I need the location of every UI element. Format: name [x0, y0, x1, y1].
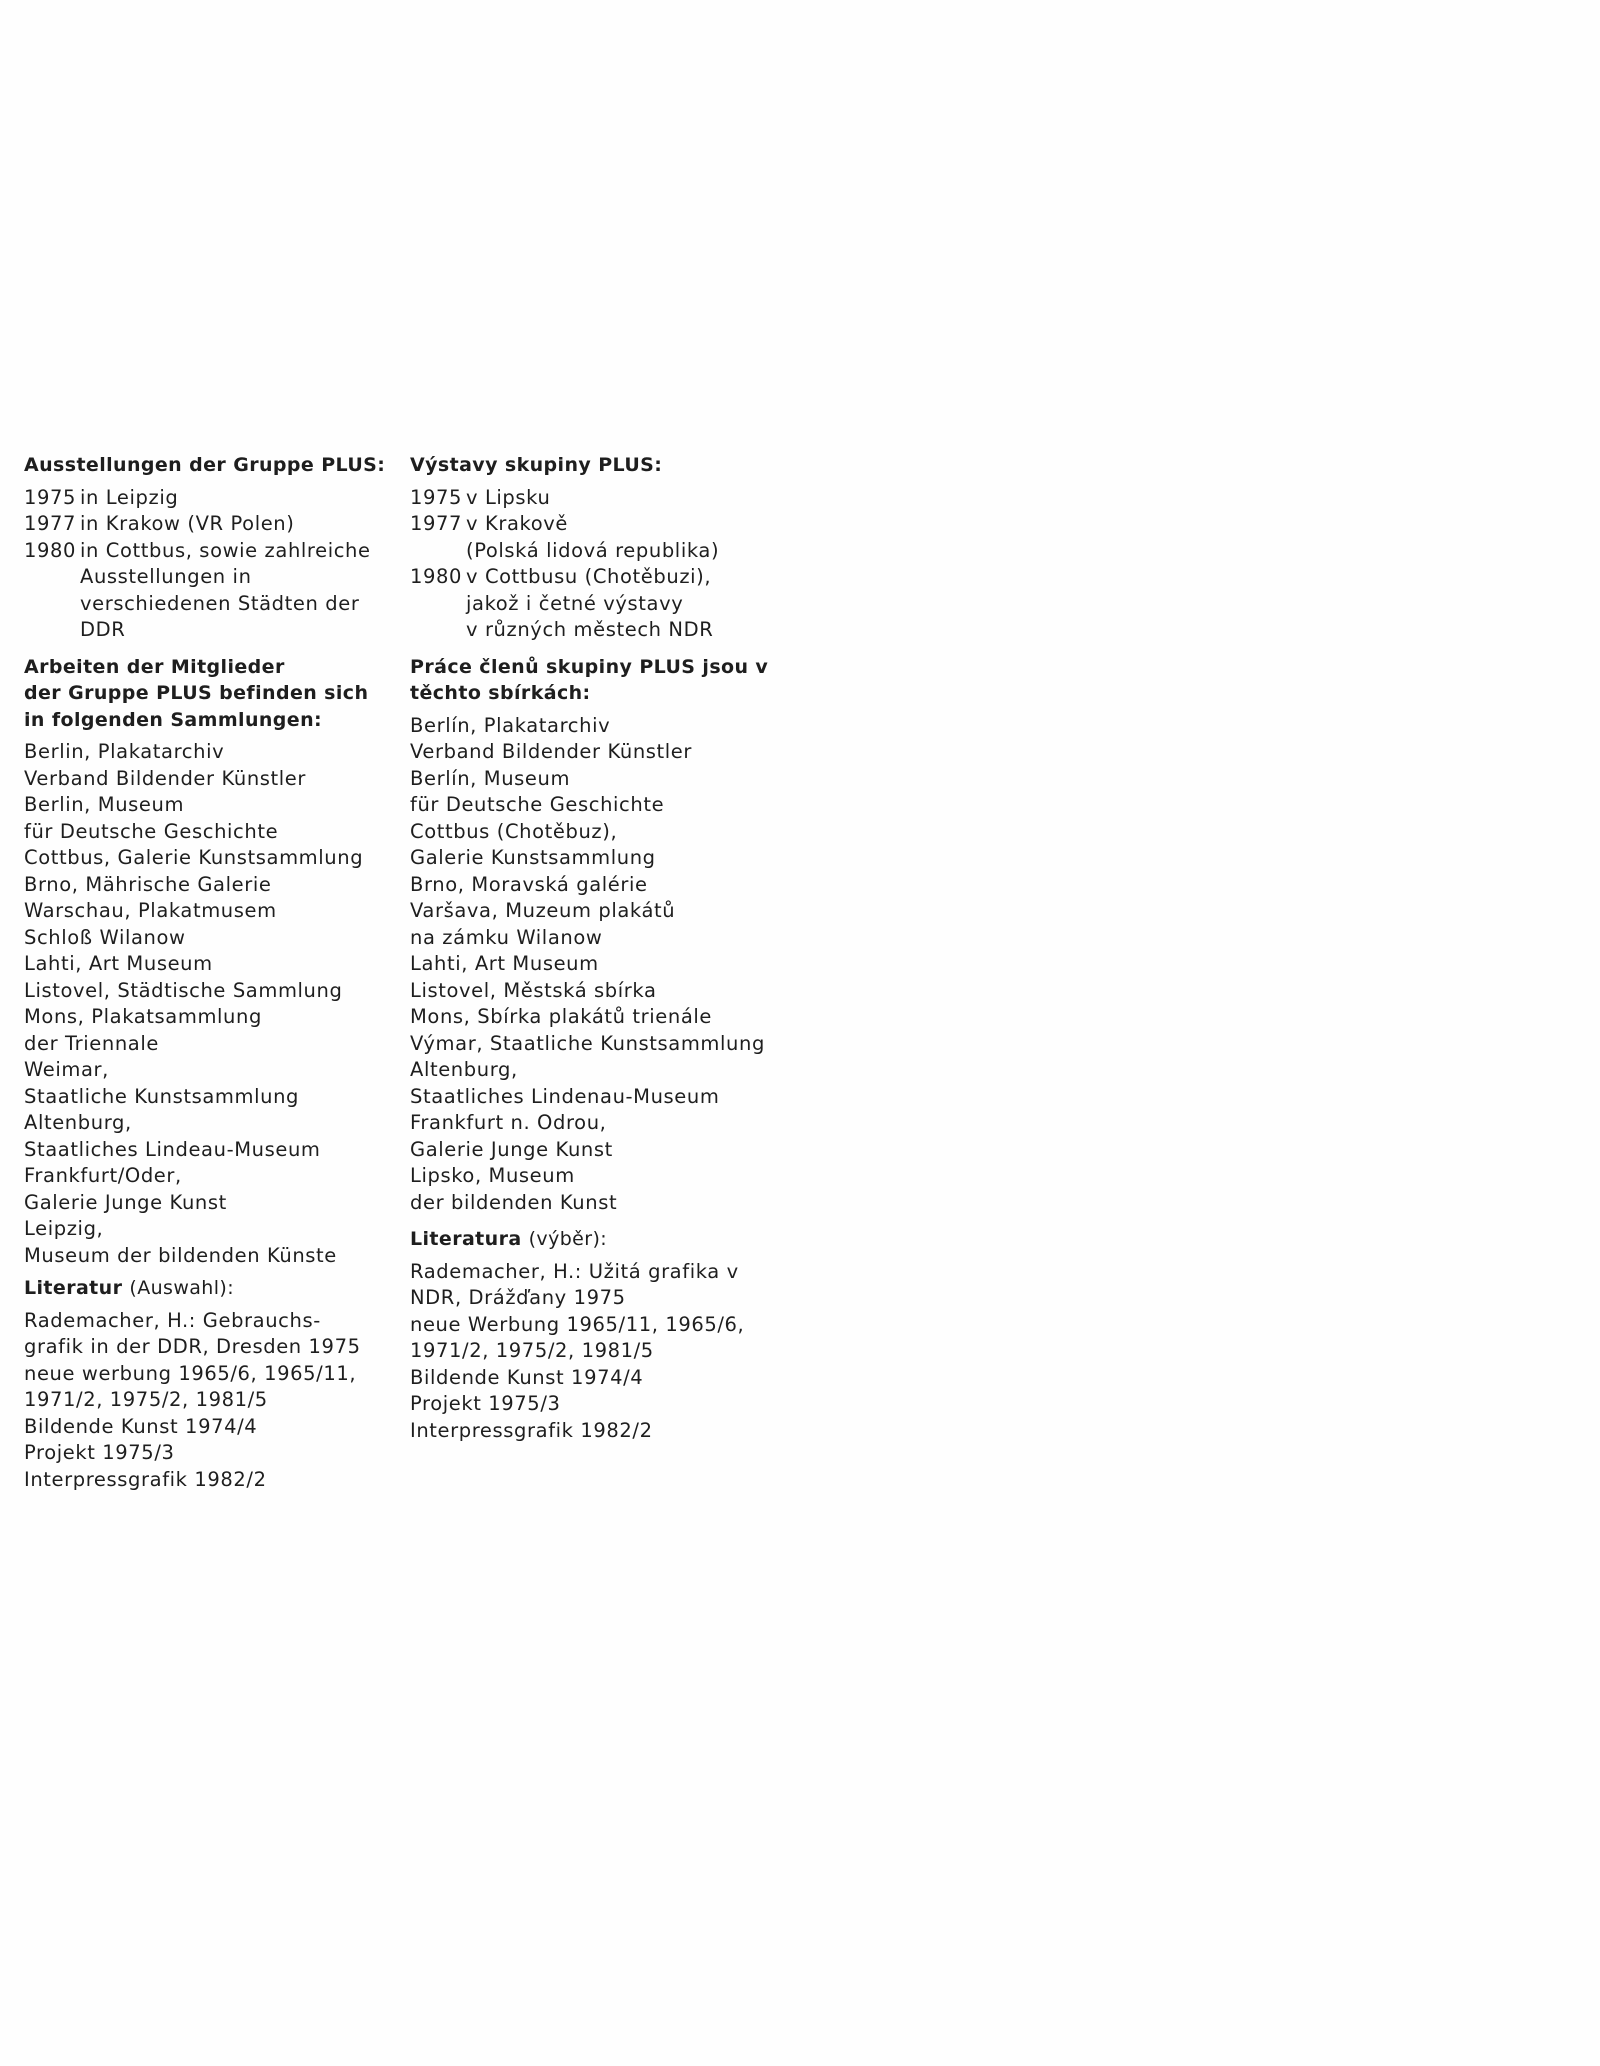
collection-item: der bildenden Kunst [410, 1190, 618, 1214]
literature-item: Projekt 1975/3 [24, 1441, 175, 1464]
literature-item: Projekt 1975/3 [410, 1392, 561, 1415]
exhibition-year: 1980 [24, 538, 77, 562]
exhibition-text: v různých městech NDR [466, 618, 714, 641]
literature-item: 1971/2, 1975/2, 1981/5 [24, 1388, 268, 1411]
collections-heading: Práce členů skupiny PLUS jsou v [410, 655, 769, 678]
right-column-czech [410, 452, 782, 1444]
collection-item: Lahti, Art Museum [410, 952, 599, 975]
collection-item: Lahti, Art Museum [24, 952, 213, 975]
exhibition-text: Ausstellungen in [80, 565, 252, 588]
exhibition-text: in Leipzig [80, 485, 179, 509]
exhibition-year: 1977 [410, 512, 463, 535]
exhibition-entry [410, 564, 782, 591]
literature-item: Rademacher, H.: Gebrauchs- [24, 1308, 321, 1332]
exhibition-entry [24, 511, 396, 538]
collection-item: Lipsko, Museum [410, 1164, 575, 1187]
collection-item: Varšava, Muzeum plakátů [410, 899, 676, 922]
collection-item: Altenburg, [24, 1111, 132, 1134]
collection-item: Leipzig, [24, 1217, 104, 1240]
collection-item: Verband Bildender Künstler [24, 766, 307, 790]
collection-item: Mons, Plakatsammlung [24, 1005, 262, 1028]
literature-item: Bildende Kunst 1974/4 [24, 1414, 258, 1438]
collection-item: Cottbus, Galerie Kunstsammlung [24, 846, 364, 869]
exhibition-entry [24, 538, 396, 565]
exhibition-year: 1977 [24, 512, 77, 535]
exhibition-text: (Polská lidová republika) [466, 538, 720, 562]
literature-item: neue werbung 1965/6, 1965/11, [24, 1361, 357, 1385]
collection-item: Berlin, Plakatarchiv [24, 740, 225, 763]
literature-item: grafik in der DDR, Dresden 1975 [24, 1335, 361, 1358]
collection-item: na zámku Wilanow [410, 925, 603, 949]
collection-item: Staatliches Lindenau-Museum [410, 1084, 720, 1108]
collections-heading: der Gruppe PLUS befinden sich [24, 682, 369, 704]
exhibition-text: verschiedenen Städten der [80, 591, 360, 615]
exhibition-entry [410, 485, 782, 512]
collection-item: Brno, Mährische Galerie [24, 872, 272, 896]
exhibitions-heading: Ausstellungen der Gruppe PLUS: [24, 454, 386, 476]
exhibition-text: v Lipsku [466, 485, 551, 509]
collection-item: Berlin, Museum [24, 793, 185, 816]
left-column-german [24, 452, 396, 1493]
collection-item: Listovel, Städtische Sammlung [24, 978, 343, 1002]
exhibition-text: v Cottbusu (Chotěbuzi), [466, 565, 712, 588]
exhibition-text: DDR [80, 618, 126, 641]
literature-heading [24, 1275, 396, 1302]
collections-heading: Arbeiten der Mitglieder [24, 655, 285, 678]
literature-heading-suffix: (Auswahl): [129, 1277, 235, 1299]
collection-item: Warschau, Plakatmusem [24, 899, 277, 922]
collection-item: für Deutsche Geschichte [410, 793, 665, 816]
collection-item: Berlín, Plakatarchiv [410, 713, 611, 737]
collection-item: Verband Bildender Künstler [410, 740, 693, 763]
exhibition-entry [410, 511, 782, 538]
exhibition-entry [24, 485, 396, 512]
collection-item: Galerie Junge Kunst [410, 1137, 613, 1161]
collection-item: Frankfurt/Oder, [24, 1164, 182, 1187]
collection-item: für Deutsche Geschichte [24, 819, 279, 843]
collection-item: Galerie Junge Kunst [24, 1190, 227, 1214]
literature-item: Bildende Kunst 1974/4 [410, 1365, 644, 1389]
literature-heading-suffix: (výběr): [528, 1228, 608, 1250]
collection-item: Galerie Kunstsammlung [410, 846, 656, 869]
exhibition-year: 1980 [410, 565, 463, 588]
collections-heading: in folgenden Sammlungen: [24, 708, 323, 731]
exhibition-year: 1975 [24, 485, 77, 509]
literature-heading [410, 1226, 782, 1253]
collection-item: Weimar, [24, 1058, 109, 1081]
collection-item: Museum der bildenden Künste [24, 1243, 337, 1267]
collection-item: Schloß Wilanow [24, 925, 186, 949]
exhibition-text: jakož i četné výstavy [466, 591, 684, 615]
literature-item: Interpressgrafik 1982/2 [410, 1418, 653, 1442]
collection-item: Výmar, Staatliche Kunstsammlung [410, 1031, 765, 1055]
exhibition-text: in Krakow (VR Polen) [80, 512, 295, 535]
literature-item: neue Werbung 1965/11, 1965/6, [410, 1312, 745, 1336]
collection-item: Cottbus (Chotěbuz), [410, 819, 618, 843]
collection-item: Brno, Moravská galérie [410, 872, 648, 896]
collections-heading: těchto sbírkách: [410, 682, 591, 704]
literature-heading-text: Literatura [410, 1228, 522, 1250]
collection-item: Altenburg, [410, 1058, 518, 1081]
collection-item: Berlín, Museum [410, 766, 571, 790]
collection-item: Staatliches Lindeau-Museum [24, 1137, 321, 1161]
collection-item: Mons, Sbírka plakátů trienále [410, 1005, 713, 1028]
literature-item: NDR, Drážďany 1975 [410, 1286, 626, 1309]
literature-item: 1971/2, 1975/2, 1981/5 [410, 1339, 654, 1362]
collection-item: Staatliche Kunstsammlung [24, 1084, 300, 1108]
collection-item: Listovel, Městská sbírka [410, 978, 657, 1002]
exhibition-text: in Cottbus, sowie zahlreiche [80, 538, 371, 562]
literature-heading-text: Literatur [24, 1277, 123, 1299]
literature-item: Interpressgrafik 1982/2 [24, 1467, 267, 1491]
exhibition-text: v Krakově [466, 512, 568, 535]
exhibitions-heading: Výstavy skupiny PLUS: [410, 454, 663, 476]
collection-item: Frankfurt n. Odrou, [410, 1111, 607, 1134]
literature-item: Rademacher, H.: Užitá grafika v [410, 1259, 739, 1283]
collection-item: der Triennale [24, 1031, 159, 1055]
exhibition-year: 1975 [410, 485, 463, 509]
